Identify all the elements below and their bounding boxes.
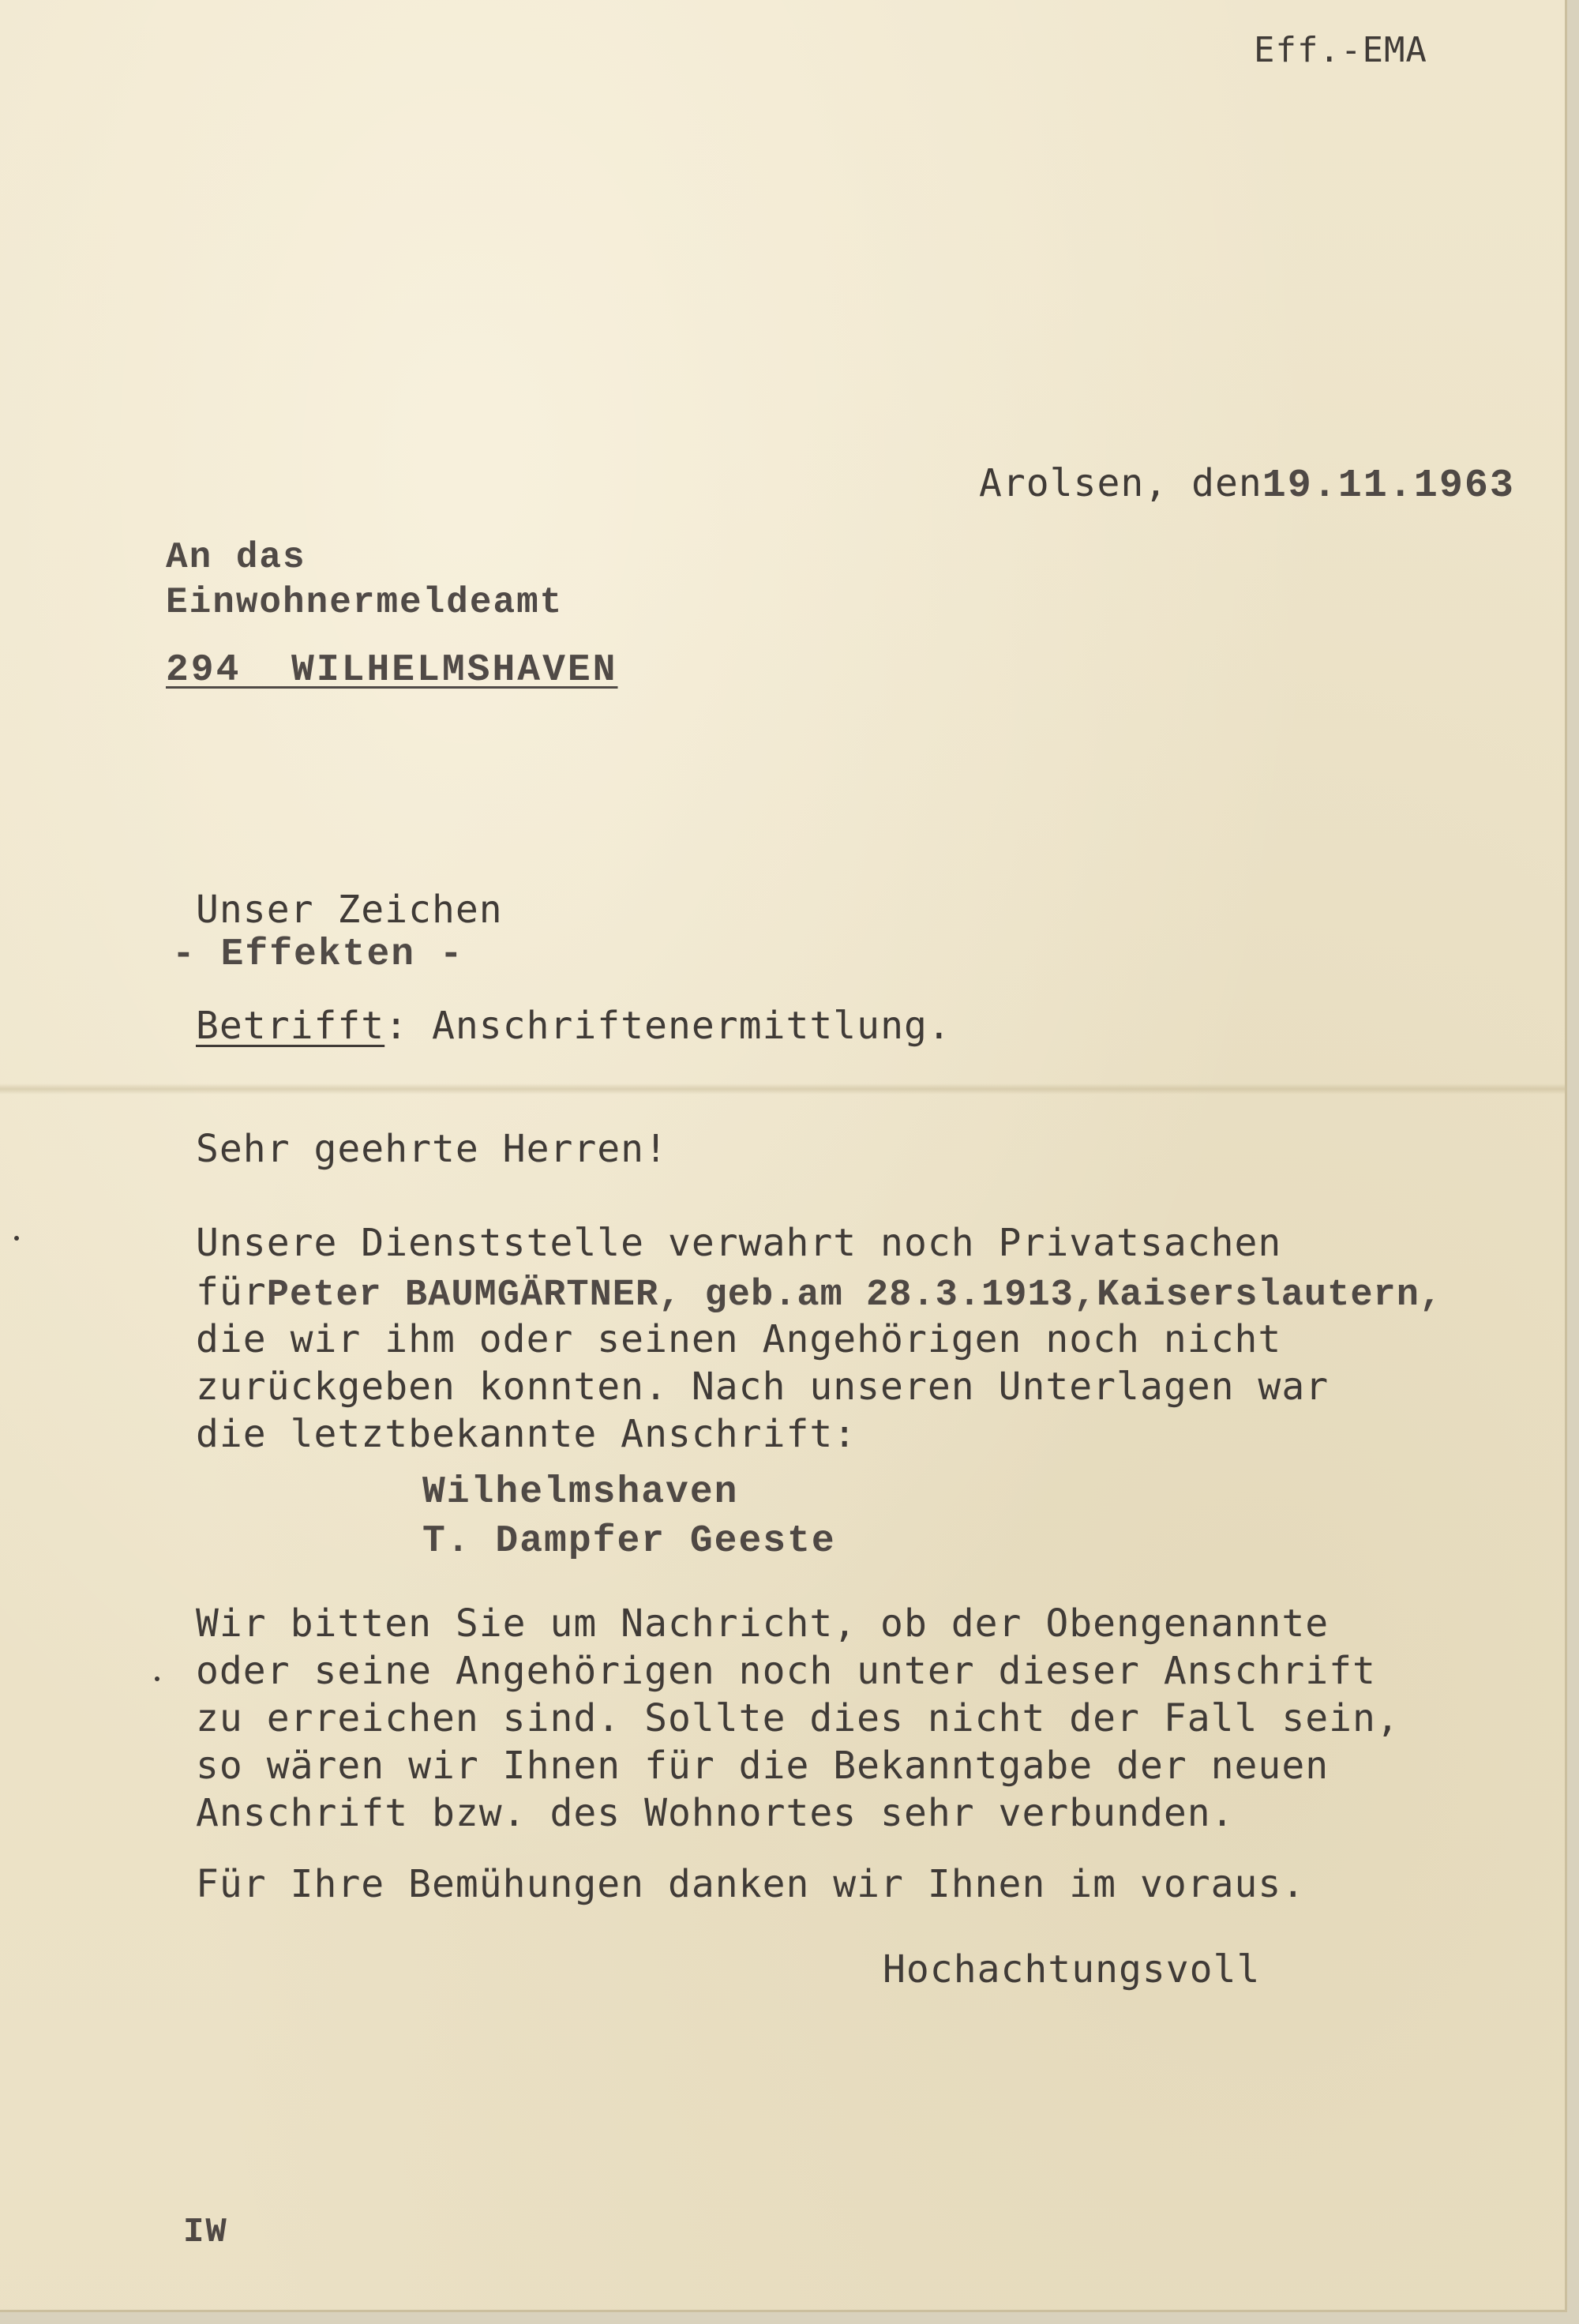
recipient-line-1: An das (166, 537, 306, 578)
punch-mark (14, 1236, 19, 1241)
date-line (979, 461, 1515, 509)
subject-colon: : (384, 1004, 409, 1048)
body-line: Unsere Dienststelle verwahrt noch Privatsachen (196, 1221, 1282, 1265)
subject-line (196, 1004, 951, 1048)
body-line: die letztbekannte Anschrift: (196, 1412, 857, 1456)
closing: Hochachtungsvoll (883, 1947, 1261, 1992)
date-value: 19.11.1963 (1262, 464, 1515, 509)
reference-value: - Effekten - (172, 933, 464, 976)
body-line: Anschrift bzw. des Wohnortes sehr verbunden. (196, 1791, 1235, 1835)
body-line-person (196, 1270, 1443, 1316)
subject-value: Anschriftenermittlung. (408, 1004, 951, 1048)
last-address-ship: T. Dampfer Geeste (422, 1520, 836, 1563)
fold-crease (0, 1083, 1565, 1094)
date-place: Arolsen, den (979, 461, 1262, 505)
body-line: zurückgeben konnten. Nach unseren Unterlagen war (196, 1365, 1330, 1409)
body-line: oder seine Angehörigen noch unter dieser Anschrift (196, 1649, 1376, 1693)
salutation: Sehr geehrte Herren! (196, 1127, 668, 1171)
body-line: zu erreichen sind. Sollte dies nicht der Fall sein, (196, 1696, 1400, 1740)
body-line: Wir bitten Sie um Nachricht, ob der Obengenannte (196, 1601, 1330, 1646)
reference-label: Unser Zeichen (196, 888, 503, 932)
person-details: Peter BAUMGÄRTNER, geb.am 28.3.1913,Kaiserslautern, (266, 1275, 1443, 1316)
typist-initials: IW (183, 2213, 228, 2252)
reference-code: Eff.-EMA (1254, 30, 1427, 70)
thanks-line: Für Ihre Bemühungen danken wir Ihnen im voraus. (196, 1862, 1306, 1906)
body-prefix: für (196, 1270, 267, 1314)
recipient-line-2: Einwohnermeldeamt (166, 582, 564, 623)
recipient-city: 294 WILHELMSHAVEN (166, 649, 618, 692)
subject-label: Betrifft (196, 1004, 385, 1048)
punch-mark (155, 1676, 159, 1681)
last-address-city: Wilhelmshaven (422, 1471, 739, 1514)
body-line: so wären wir Ihnen für die Bekanntgabe der neuen (196, 1744, 1330, 1788)
body-line: die wir ihm oder seinen Angehörigen noch nicht (196, 1317, 1282, 1361)
